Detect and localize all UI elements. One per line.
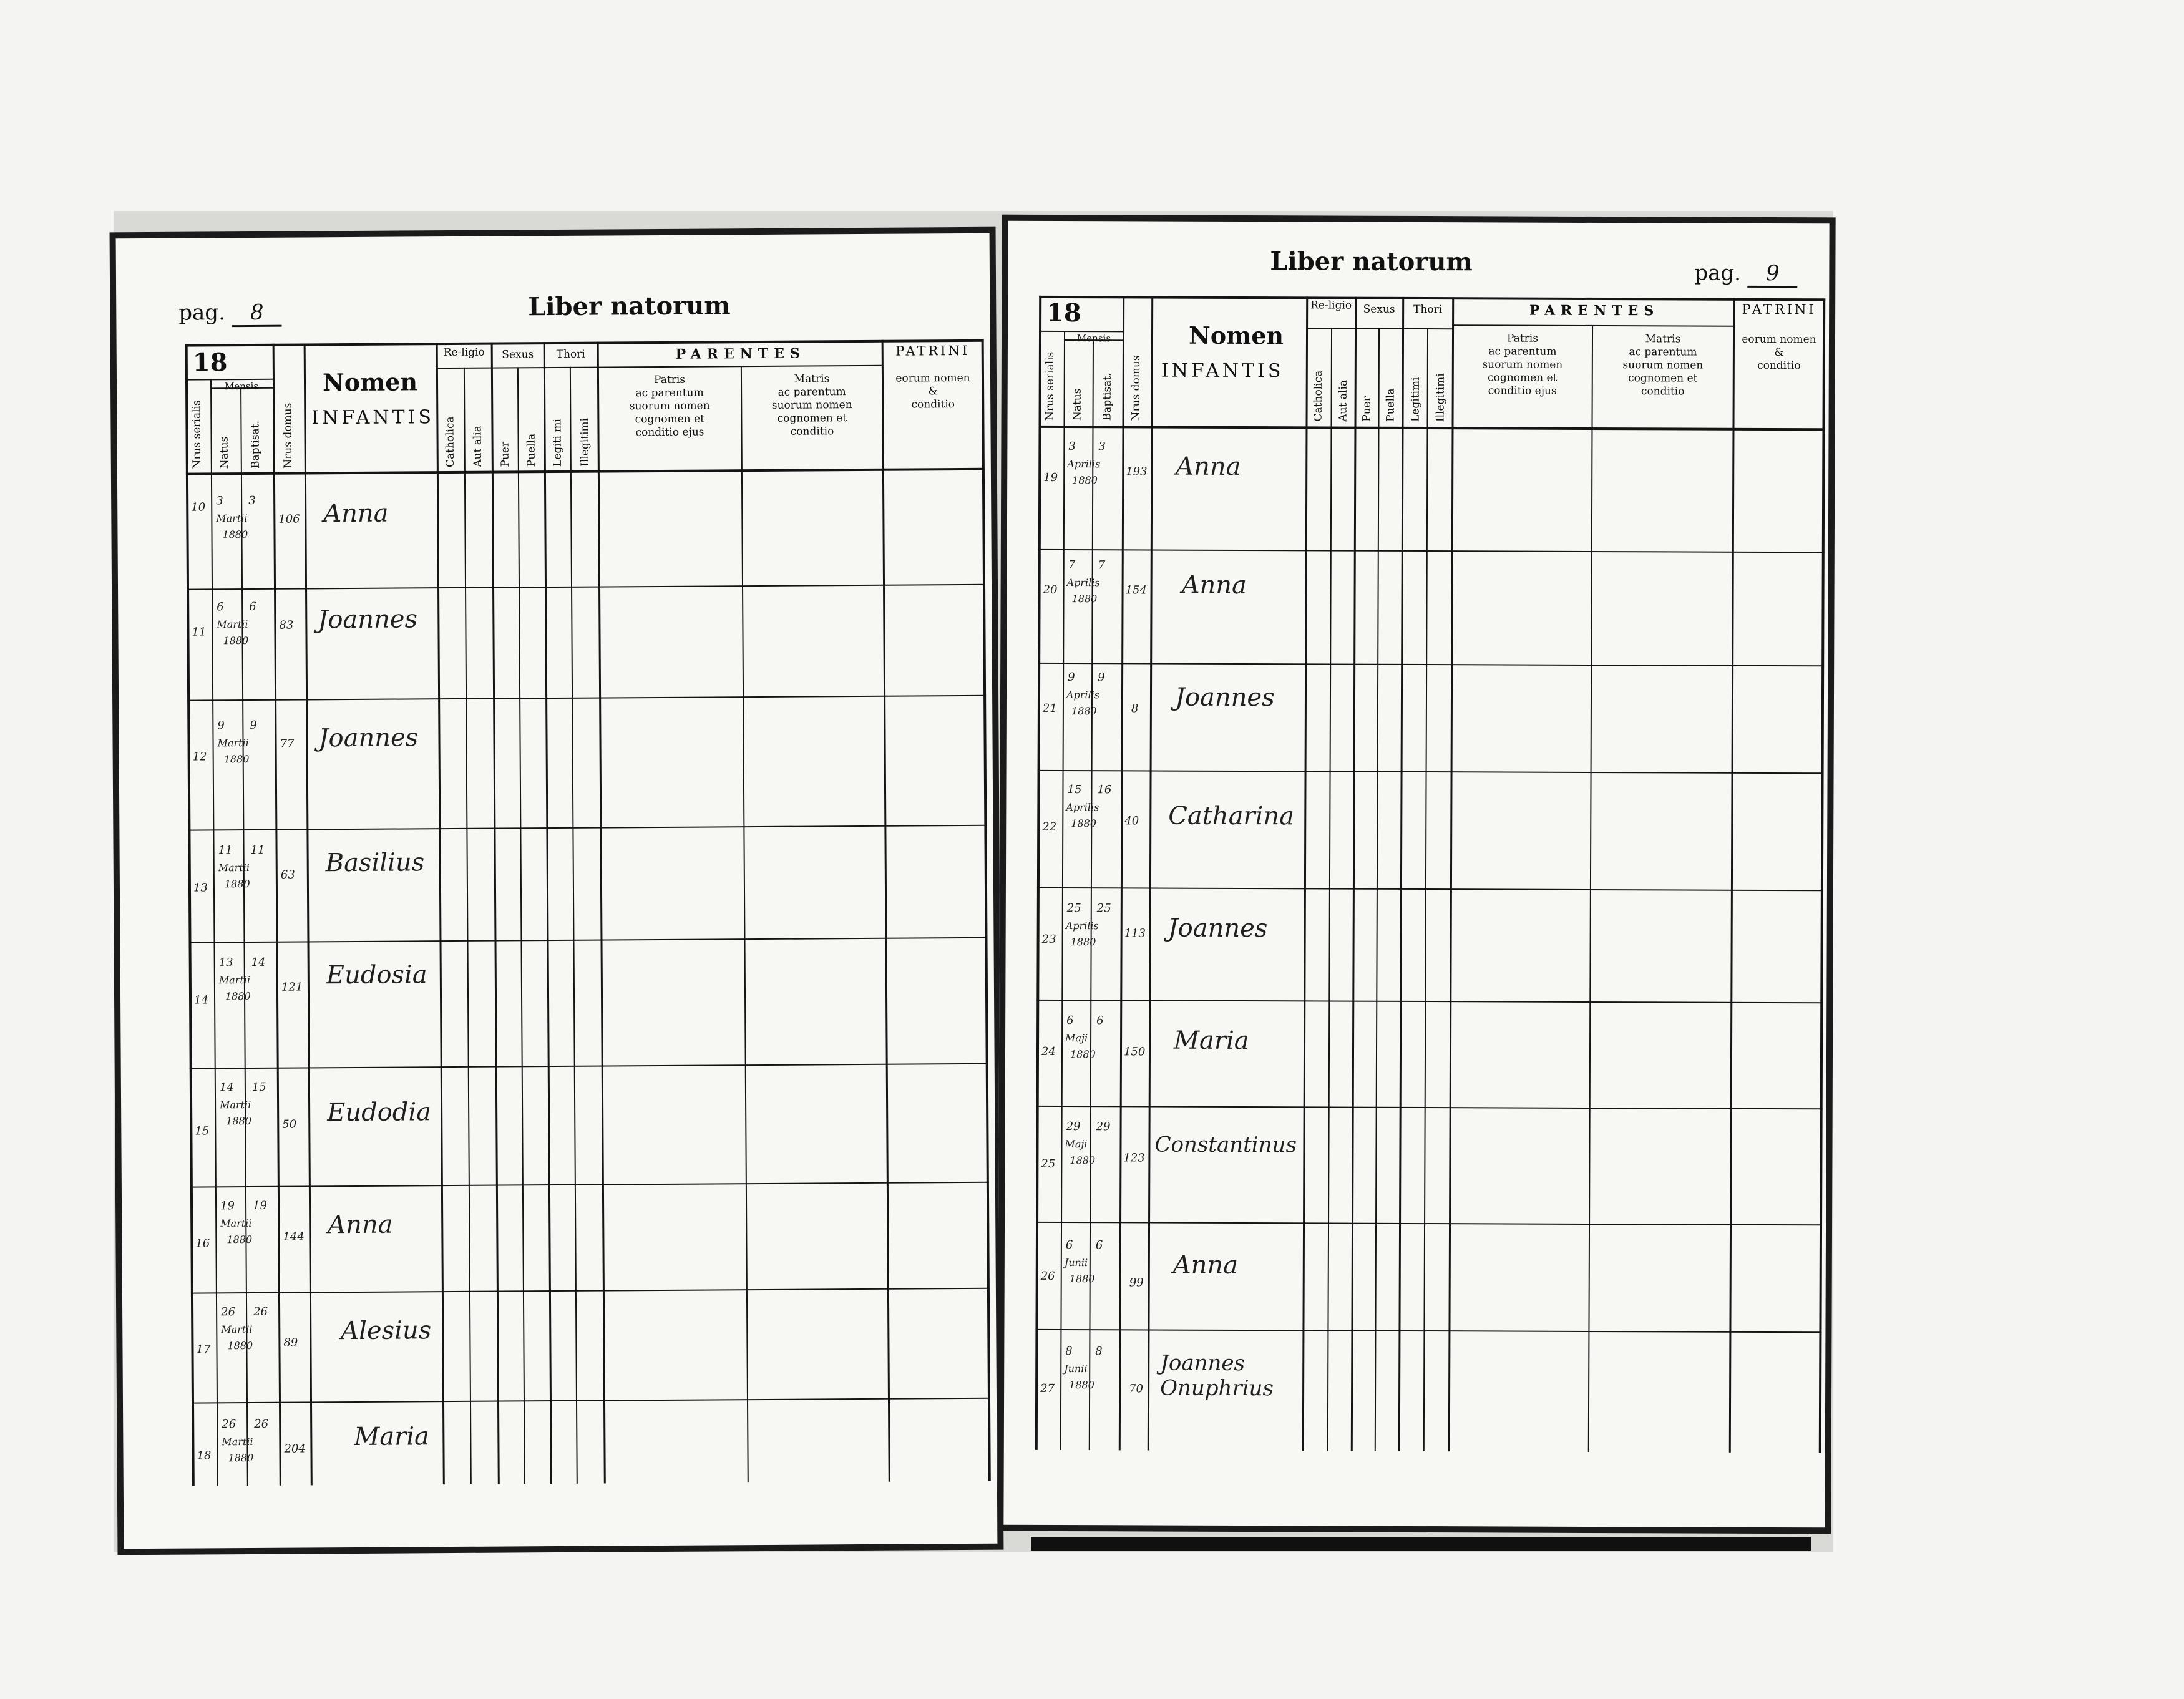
page-edge-shadow: [1031, 1537, 1811, 1551]
header-infantis: INFANTIS: [1161, 359, 1284, 382]
entry-name: Joannes: [1174, 683, 1275, 713]
entry-month: Martii: [216, 512, 248, 525]
entry-serial: 18: [197, 1449, 212, 1463]
entry-month: Martii: [220, 1217, 252, 1230]
header-patris: Patris ac parentum suorum nomen cognomen et conditio ejus: [629, 373, 710, 439]
header-puella: Puella: [1384, 388, 1397, 422]
header-puer: Puer: [1360, 396, 1373, 422]
header-baptisat: Baptisat.: [1101, 372, 1114, 421]
col-rule: [304, 343, 313, 1485]
header-thori: Thori: [556, 348, 585, 361]
entry-serial: 26: [1040, 1269, 1055, 1283]
entry-house: 89: [283, 1336, 298, 1350]
entry-month: Martii: [220, 1098, 251, 1111]
header-legitimi: Legitimi: [1409, 377, 1422, 422]
entry-year: 1880: [1071, 593, 1098, 605]
entry-day-natus: 3: [216, 494, 223, 508]
header-legitimi: Legiti mi: [551, 419, 564, 467]
header-religio: Re-ligio: [443, 346, 485, 359]
entry-name: Anna: [323, 499, 389, 528]
entry-serial: 21: [1042, 701, 1057, 715]
entry-day-natus: 13: [218, 956, 233, 970]
header-natus: Natus: [218, 436, 231, 469]
col-rule: [464, 368, 472, 1484]
entry-serial: 24: [1041, 1044, 1056, 1058]
entry-name: Maria: [1173, 1026, 1249, 1056]
entry-house: 123: [1123, 1151, 1145, 1165]
entry-day-baptisat: 6: [249, 600, 256, 614]
entry-year: 1880: [227, 1339, 253, 1352]
left-page: [110, 227, 1004, 1555]
entry-year: 1880: [222, 528, 248, 541]
entry-day-baptisat: 26: [254, 1417, 269, 1431]
entry-serial: 19: [1043, 470, 1058, 484]
entry-year: 1880: [225, 990, 251, 1003]
header-religio: Re-ligio: [1310, 299, 1352, 312]
right-page: [997, 215, 1835, 1534]
header-illegitimi: Illegitimi: [578, 417, 592, 467]
table-right-rule: [1819, 298, 1825, 1453]
entry-day-baptisat: 9: [1098, 671, 1105, 684]
col-rule: [436, 343, 445, 1484]
col-rule: [1060, 331, 1065, 1450]
col-rule: [210, 379, 218, 1486]
entry-serial: 15: [195, 1124, 210, 1138]
entry-house: 121: [281, 980, 303, 994]
col-rule: [741, 366, 749, 1482]
header-sexus: Sexus: [502, 348, 534, 361]
header-mensis: Mensis: [224, 380, 259, 392]
entry-house: 63: [280, 868, 295, 882]
header-baptisat: Baptisat.: [249, 420, 262, 469]
entry-name: Joannes: [318, 723, 419, 753]
entry-house: 204: [284, 1442, 306, 1456]
entry-day-natus: 3: [1068, 440, 1076, 454]
entry-serial: 14: [193, 993, 209, 1007]
entry-month: Maji: [1065, 1032, 1088, 1044]
entry-name: Anna: [328, 1210, 393, 1240]
col-rule: [1119, 296, 1124, 1450]
header-aut-alia: Aut alia: [471, 426, 484, 467]
col-rule: [491, 343, 500, 1484]
entry-day-natus: 9: [1068, 671, 1075, 684]
entry-day-baptisat: 26: [253, 1305, 268, 1318]
entry-serial: 27: [1040, 1381, 1055, 1395]
header-parentes: PARENTES: [1529, 302, 1660, 319]
entry-serial: 22: [1042, 820, 1057, 834]
entry-year: 1880: [223, 753, 250, 766]
entry-month: Aprilis: [1066, 577, 1100, 589]
entry-name: Basilius: [325, 848, 425, 878]
entry-month: Martii: [218, 974, 251, 986]
entry-year: 1880: [226, 1114, 252, 1127]
entry-month: Martii: [217, 737, 249, 749]
col-rule: [1448, 297, 1454, 1451]
header-nrus-serialis: Nrus serialis: [190, 400, 203, 469]
entry-month: Aprilis: [1066, 801, 1099, 814]
page-title: Liber natorum: [528, 291, 731, 322]
col-rule: [570, 367, 578, 1484]
entry-name: Joannes Onuphrius: [1160, 1350, 1274, 1401]
entry-year: 1880: [1071, 705, 1097, 718]
entry-house: 77: [280, 737, 295, 751]
row-rule: [1306, 328, 1452, 329]
entry-year: 1880: [227, 1233, 253, 1246]
col-rule: [240, 387, 248, 1486]
entry-year: 1880: [1070, 936, 1096, 948]
row-rule: [597, 365, 882, 368]
entry-rule: [1038, 770, 1824, 774]
header-patris: Patris ac parentum suorum nomen cognomen et conditio ejus: [1482, 332, 1563, 397]
entry-house: 106: [278, 512, 300, 526]
page-number-label: [178, 300, 282, 328]
entry-serial: 20: [1043, 583, 1058, 596]
entry-day-natus: 15: [1067, 783, 1082, 797]
entry-day-natus: 14: [219, 1081, 234, 1094]
entry-serial: 25: [1041, 1157, 1056, 1171]
entry-house: 113: [1124, 927, 1146, 940]
header-matris: Matris ac parentum suorum nomen cognomen et conditio: [1622, 333, 1704, 398]
entry-name: Anna: [1176, 452, 1241, 482]
header-nomen: Nomen: [1188, 321, 1284, 350]
header-patrini-sub: eorum nomen & conditio: [1742, 333, 1816, 372]
entry-name: Joannes: [1168, 913, 1268, 943]
col-rule: [1148, 296, 1153, 1451]
entry-name: Eudodia: [327, 1098, 432, 1127]
entry-day-natus: 25: [1066, 902, 1081, 915]
entry-name: Anna: [1181, 570, 1247, 600]
table-right-rule: [982, 339, 991, 1481]
page-number-label: [1694, 261, 1798, 288]
col-rule: [1351, 297, 1357, 1451]
header-infantis: INFANTIS: [311, 406, 435, 429]
entry-month: Junii: [1064, 1363, 1088, 1375]
header-catholica: Catholica: [444, 416, 457, 468]
entry-month: Aprilis: [1065, 920, 1099, 932]
pag-label: pag.: [178, 300, 226, 326]
table-left-rule: [185, 344, 195, 1486]
entry-rule: [1035, 1329, 1821, 1333]
entry-month: Aprilis: [1066, 689, 1100, 701]
entry-day-baptisat: 29: [1096, 1120, 1111, 1134]
header-nomen: Nomen: [322, 368, 418, 397]
entry-day-baptisat: 7: [1098, 558, 1106, 572]
entry-name: Catharina: [1168, 801, 1295, 831]
entry-house: 154: [1125, 583, 1147, 597]
entry-year: 1880: [1069, 1379, 1094, 1391]
entry-day-baptisat: 6: [1096, 1014, 1104, 1028]
entry-serial: 13: [193, 881, 208, 895]
header-illegitimi: Illegitimi: [1434, 373, 1447, 422]
entry-name: Maria: [354, 1422, 430, 1451]
col-rule: [544, 342, 552, 1484]
entry-house: 8: [1131, 702, 1139, 716]
entry-serial: 17: [196, 1343, 211, 1356]
header-patrini-sub: eorum nomen & conditio: [895, 371, 970, 411]
header-catholica: Catholica: [1312, 370, 1325, 422]
entry-year: 1880: [223, 635, 249, 647]
header-puella: Puella: [525, 433, 538, 467]
page-number: 9: [1748, 261, 1798, 288]
entry-name: Eudosia: [326, 960, 427, 990]
entry-day-natus: 6: [1066, 1014, 1074, 1028]
entry-name: Joannes: [318, 605, 418, 635]
entry-day-natus: 29: [1066, 1120, 1081, 1134]
entry-day-natus: 19: [220, 1199, 235, 1213]
page-number: 8: [232, 300, 282, 327]
entry-day-natus: 6: [1065, 1239, 1073, 1252]
col-rule: [1302, 296, 1308, 1451]
header-bottom-rule: [1038, 426, 1825, 431]
entry-rule: [1038, 549, 1825, 553]
entry-year: 1880: [224, 878, 250, 890]
entry-day-baptisat: 6: [1095, 1239, 1103, 1252]
entry-day-baptisat: 3: [248, 494, 256, 508]
entry-house: 150: [1123, 1045, 1146, 1059]
entry-year: 1880: [1070, 1154, 1096, 1167]
header-nrus-domus: Nrus domus: [281, 402, 295, 469]
header-top-rule: [1039, 296, 1825, 301]
entry-year: 1880: [1072, 474, 1098, 487]
entry-day-baptisat: 19: [253, 1199, 268, 1212]
entry-day-natus: 7: [1068, 558, 1076, 572]
entry-year: 1880: [1070, 1048, 1096, 1061]
entry-day-baptisat: 16: [1097, 783, 1112, 797]
entry-year: 1880: [228, 1451, 254, 1464]
col-rule: [597, 342, 606, 1484]
entry-month: Martii: [218, 862, 250, 874]
col-rule: [882, 340, 890, 1482]
row-rule: [436, 367, 597, 369]
entry-day-natus: 11: [218, 844, 233, 857]
page-title: Liber natorum: [1270, 246, 1473, 277]
entry-house: 83: [279, 618, 294, 632]
header-parentes: PARENTES: [675, 345, 806, 363]
header-aut-alia: Aut alia: [1337, 379, 1350, 422]
entry-month: Martii: [222, 1435, 253, 1448]
entry-month: Martii: [221, 1323, 253, 1336]
entry-month: Martii: [217, 618, 248, 631]
entry-month: Aprilis: [1067, 458, 1101, 470]
entry-serial: 23: [1041, 932, 1056, 946]
entry-day-natus: 9: [217, 719, 225, 733]
entry-month: Junii: [1064, 1257, 1088, 1269]
entry-day-baptisat: 9: [250, 718, 257, 732]
entry-year: 1880: [1069, 1273, 1095, 1285]
entry-rule: [1036, 1000, 1823, 1003]
entry-year: 1880: [1071, 817, 1097, 830]
entry-day-baptisat: 15: [251, 1080, 266, 1094]
entry-day-natus: 8: [1065, 1345, 1073, 1358]
header-thori: Thori: [1413, 303, 1443, 316]
header-puer: Puer: [499, 441, 512, 467]
entry-name: Anna: [1172, 1250, 1239, 1280]
entry-name: Constantinus: [1154, 1132, 1297, 1158]
entry-house: 50: [282, 1117, 297, 1131]
entry-day-baptisat: 14: [251, 955, 266, 969]
header-patrini: PATRINI: [1742, 301, 1816, 318]
entry-house: 70: [1129, 1382, 1144, 1396]
header-natus: Natus: [1071, 388, 1084, 421]
header-patrini: PATRINI: [895, 343, 970, 359]
entry-serial: 11: [192, 625, 207, 639]
entry-day-natus: 26: [222, 1418, 236, 1431]
entry-rule: [1038, 663, 1824, 666]
year-label: 18: [1046, 298, 1081, 328]
entry-house: 144: [283, 1230, 305, 1244]
entry-day-baptisat: 8: [1095, 1345, 1103, 1358]
entry-rule: [1036, 1222, 1822, 1225]
entry-day-baptisat: 25: [1096, 902, 1111, 915]
entry-month: Maji: [1065, 1138, 1088, 1151]
entry-day-natus: 26: [221, 1305, 236, 1319]
entry-house: 193: [1126, 465, 1148, 479]
entry-serial: 10: [191, 500, 206, 514]
entry-serial: 16: [195, 1237, 210, 1250]
year-label: 18: [192, 348, 228, 377]
register-book: [114, 211, 1833, 1552]
entry-day-baptisat: 3: [1098, 440, 1106, 454]
header-matris: Matris ac parentum suorum nomen cognomen et conditio: [771, 372, 852, 438]
header-nrus-serialis: Nrus serialis: [1043, 351, 1056, 421]
header-mensis: Mensis: [1076, 333, 1111, 344]
header-nrus-domus: Nrus domus: [1129, 355, 1143, 421]
entry-house: 99: [1129, 1276, 1144, 1290]
col-rule: [1729, 298, 1735, 1453]
entry-rule: [1036, 1106, 1823, 1109]
col-rule: [517, 367, 525, 1484]
entry-day-natus: 6: [217, 600, 224, 614]
entry-day-baptisat: 11: [250, 843, 265, 857]
entry-house: 40: [1124, 814, 1139, 828]
header-sexus: Sexus: [1363, 303, 1395, 316]
col-rule: [1398, 297, 1404, 1451]
entry-name: Alesius: [341, 1316, 432, 1346]
entry-rule: [1037, 887, 1823, 891]
pag-label: pag.: [1694, 260, 1742, 286]
entry-serial: 12: [192, 750, 207, 764]
